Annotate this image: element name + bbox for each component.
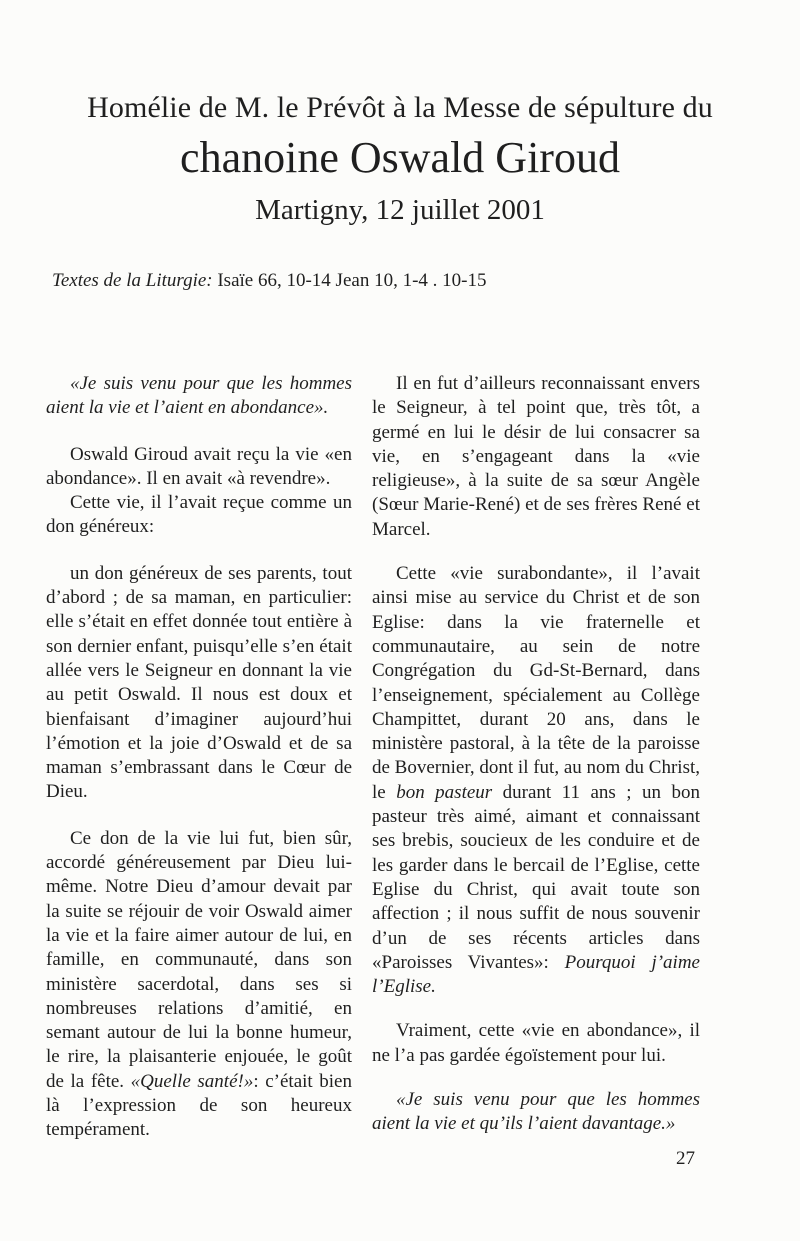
page-number: 27 <box>676 1148 695 1169</box>
paragraph <box>46 827 352 1143</box>
quote-text: «Quelle santé!» <box>130 1070 254 1092</box>
paragraph: un don généreux de ses parents, tout d’abord ; de sa maman, en particulier: elle s’était en effet donnée tout entière à son dernier enfant, puisqu’elle s’en était allée vers le Seigneur en donnant la vie au petit Oswald. Il nous est doux et bienfaisant d’imaginer aujourd’hui l’émotion et la joie d’Oswald et de sa maman s’embrassant dans le Cœur de Dieu. <box>46 562 352 803</box>
emphasis-text: bon pasteur <box>396 781 493 803</box>
paragraph: Il en fut d’ailleurs reconnaissant envers le Seigneur, à tel point que, très tôt, a germé en lui le désir de lui consacrer sa vie, en s’engageant dans la «vie religieuse», à la suite de sa sœur Angèle (Sœur Marie-René) et de ses frères René et Marcel. <box>372 373 700 540</box>
paragraph-text: Cette «vie surabondante», il l’avait ainsi mise au service du Christ et de son Eglise: dans la vie fraternelle et communautaire, au sein de notre Congrégation du Gd-St-Bernard, dans l’enseignement, spécialement au Collège Champittet, durant 20 ans, dans le ministère pastoral, à la tête de la paroisse de Bovernier, dont il fut, au nom du Christ, le <box>372 563 701 803</box>
paragraph-text: Ce don de la vie lui fut, bien sûr, accordé généreusement par Dieu lui-même. Notre Dieu d’amour devait par la suite se réjouir de voir Oswald aimer la vie et la faire aimer autour de lui, en famille, en communauté, dans son ministère sacerdotal, dans ses si nombreuses relations d’amitié, en semant autour de lui la bonne humeur, le rire, la plaisanterie enjouée, le goût de la fête. <box>46 827 352 1092</box>
paragraph-text: durant 11 ans ; un bon pasteur très aimé, aimant et connaissant ses brebis, soucieux de les conduire et de les garder dans le bercail de l’Eglise, cette Eglise du Christ, qui avait toute son affection ; il nous suffit de nous souvenir d’un de ses récents articles dans «Paroisses Vivantes»: <box>372 781 700 973</box>
article-title: Pourquoi j’aime l’Eglise. <box>372 951 700 998</box>
place-and-date: Martigny, 12 juillet 2001 <box>255 194 545 226</box>
liturgy-references <box>52 268 486 294</box>
paragraph <box>372 562 700 999</box>
paragraph: Vraiment, cette «vie en abondance», il ne l’a pas gardée égoïstement pour lui. <box>372 1020 700 1066</box>
opening-quote: «Je suis venu pour que les hommes aient la vie et l’aient en abondance». <box>46 373 352 419</box>
title-line: Homélie de M. le Prévôt à la Messe de sépulture du <box>87 91 713 124</box>
liturgy-refs: Isaïe 66, 10-14 Jean 10, 1-4 . 10-15 <box>212 270 487 291</box>
left-column <box>46 372 352 1143</box>
page-header <box>0 88 800 232</box>
liturgy-label: Textes de la Liturgie: <box>52 270 213 291</box>
deceased-name: chanoine Oswald Giroud <box>180 133 620 182</box>
paragraph-text: : c’était bien là l’expression de son heureux tempérament. <box>46 1070 352 1141</box>
paragraph: Oswald Giroud avait reçu la vie «en abondance». Il en avait «à revendre». <box>46 443 352 489</box>
paragraph: Cette vie, il l’avait reçue comme un don généreux: <box>46 492 352 538</box>
right-column <box>372 372 700 1137</box>
closing-quote: «Je suis venu pour que les hommes aient la vie et qu’ils l’aient davantage.» <box>372 1089 700 1135</box>
